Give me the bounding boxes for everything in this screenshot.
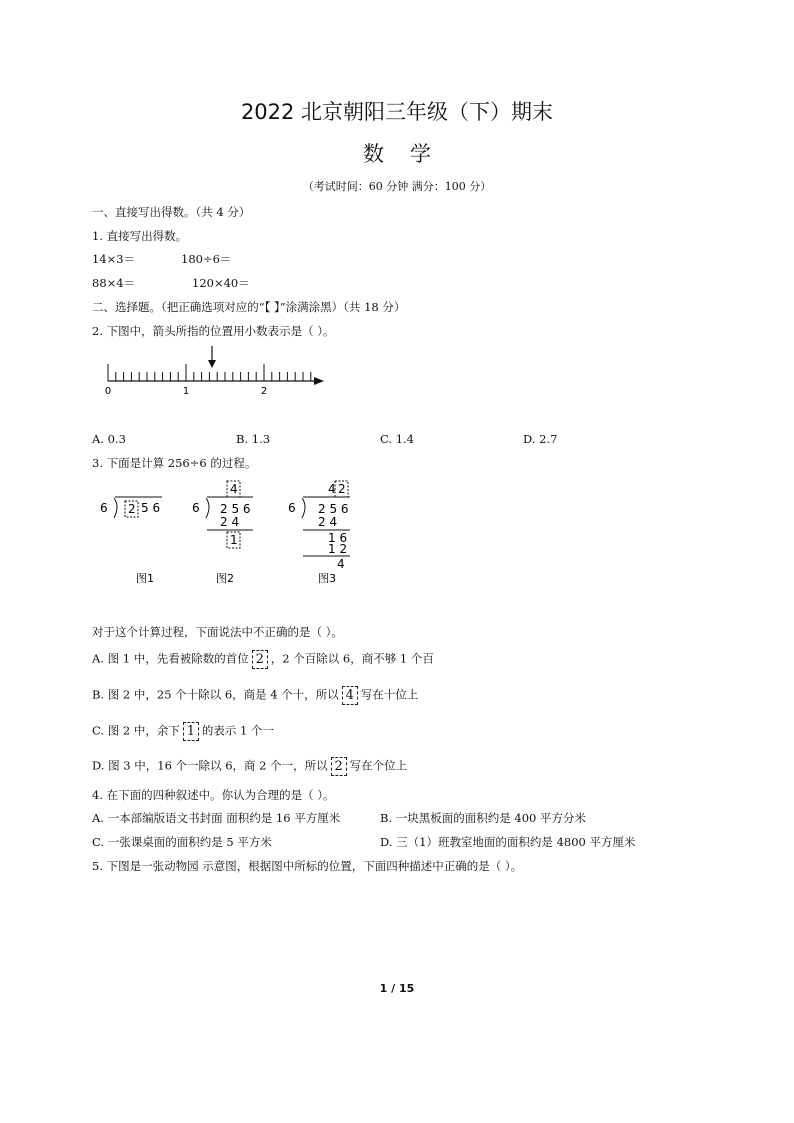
section2-heading: 二、选择题。（把正确选项对应的“【 】”涂满涂黑）（共 18 分） xyxy=(92,300,406,314)
q3-option-d[interactable] xyxy=(92,757,407,776)
q3-option-c-pre: C. 图 2 中，余下 xyxy=(92,723,180,738)
q3-stem: 3. 下面是计算 256÷6 的过程。 xyxy=(92,456,257,470)
fig3-caption: 图3 xyxy=(318,572,336,585)
tick-label-0: 0 xyxy=(104,386,112,397)
long-division-figures xyxy=(92,474,392,592)
fig1-divisor: 6 xyxy=(100,501,108,515)
q2-option-a[interactable]: A. 0.3 xyxy=(92,432,126,446)
q2-option-c[interactable]: C. 1.4 xyxy=(380,432,414,446)
fig2-quotient: 4 xyxy=(230,482,238,496)
fig3-product2: 1 2 xyxy=(328,542,348,556)
number-line xyxy=(108,346,324,385)
fig3-line2: 1 6 xyxy=(328,531,348,545)
expr-4: 120×40＝ xyxy=(192,276,250,290)
fig3-quotient-a: 4 xyxy=(328,482,336,496)
q3-option-b-pre: B. 图 2 中，25 个十除以 6，商是 4 个十，所以 xyxy=(92,687,339,702)
expr-1: 14×3＝ xyxy=(92,252,136,266)
q3-option-b-post: 写在十位上 xyxy=(360,687,419,702)
arrow-head-icon xyxy=(314,377,324,385)
subject-title: 数学 xyxy=(363,142,457,166)
q4-stem: 4. 在下面的四种叙述中。你认为合理的是（ ）。 xyxy=(92,788,335,802)
q3-option-d-pre: D. 图 3 中，16 个一除以 6，商 2 个一，所以 xyxy=(92,758,328,773)
q2-option-b[interactable]: B. 1.3 xyxy=(236,432,271,446)
q3-option-a-post: ，2 个百除以 6，商不够 1 个百 xyxy=(270,651,434,666)
fig3-remainder: 4 xyxy=(337,557,345,571)
fig2-caption: 图2 xyxy=(216,572,234,585)
q4-option-d[interactable]: D. 三（1）班教室地面的面积约是 4800 平方厘米 xyxy=(380,835,636,849)
q3-option-b[interactable] xyxy=(92,686,418,705)
tick-label-1: 1 xyxy=(182,386,190,397)
division-fig1 xyxy=(100,497,162,585)
fig1-dividend-box: 2 xyxy=(128,502,136,516)
fig3-quotient-b: 2 xyxy=(338,482,346,496)
fig2-remainder: 1 xyxy=(230,533,238,547)
fig1-dividend-rest: 5 6 xyxy=(141,501,161,515)
q3-option-c[interactable] xyxy=(92,722,274,741)
q5-stem: 5. 下图是一张动物园 示意图，根据图中所标的位置，下面四种描述中正确的是（ ）。 xyxy=(92,859,523,873)
q2-option-d[interactable]: D. 2.7 xyxy=(523,432,558,446)
page-title: 2022 北京朝阳三年级（下）期末 xyxy=(240,100,554,124)
fig3-divisor: 6 xyxy=(288,501,296,515)
q4-option-c[interactable]: C. 一张课桌面的面积约是 5 平方米 xyxy=(92,835,272,849)
digit-box: 4 xyxy=(342,686,358,705)
q3-option-a[interactable] xyxy=(92,650,434,669)
tick-label-2: 2 xyxy=(260,386,268,397)
digit-box: 2 xyxy=(331,757,347,776)
number-line-figure xyxy=(100,342,340,402)
fig2-dividend: 2 5 6 xyxy=(220,502,251,516)
q3-question: 对于这个计算过程，下面说法中不正确的是（ ）。 xyxy=(92,625,343,639)
fig3-product1: 2 4 xyxy=(318,515,338,529)
q3-option-c-post: 的表示 1 个一 xyxy=(201,723,274,738)
section1-heading: 一、直接写出得数。（共 4 分） xyxy=(92,205,251,219)
q1-stem: 1. 直接写出得数。 xyxy=(92,229,188,243)
fig1-caption: 图1 xyxy=(136,572,154,585)
q4-option-b[interactable]: B. 一块黑板面的面积约是 400 平方分米 xyxy=(380,811,587,825)
exam-meta: （考试时间：60 分钟 满分：100 分） xyxy=(302,180,492,193)
q4-option-a[interactable]: A. 一本部编版语文书封面 面积约是 16 平方厘米 xyxy=(92,811,341,825)
q3-option-a-pre: A. 图 1 中，先看被除数的首位 xyxy=(92,651,249,666)
expr-3: 88×4＝ xyxy=(92,276,136,290)
digit-box: 2 xyxy=(252,650,268,669)
division-fig2 xyxy=(192,481,253,585)
digit-box: 1 xyxy=(183,722,199,741)
expr-2: 180÷6＝ xyxy=(181,252,232,266)
fig3-dividend: 2 5 6 xyxy=(318,502,349,516)
q3-option-d-post: 写在个位上 xyxy=(349,758,408,773)
page-number: 1 / 15 xyxy=(379,982,415,995)
q2-stem: 2. 下图中，箭头所指的位置用小数表示是（ ）。 xyxy=(92,324,335,338)
division-fig3 xyxy=(288,481,350,585)
fig2-divisor: 6 xyxy=(192,501,200,515)
fig2-product: 2 4 xyxy=(220,515,240,529)
down-arrow-icon xyxy=(208,360,216,368)
